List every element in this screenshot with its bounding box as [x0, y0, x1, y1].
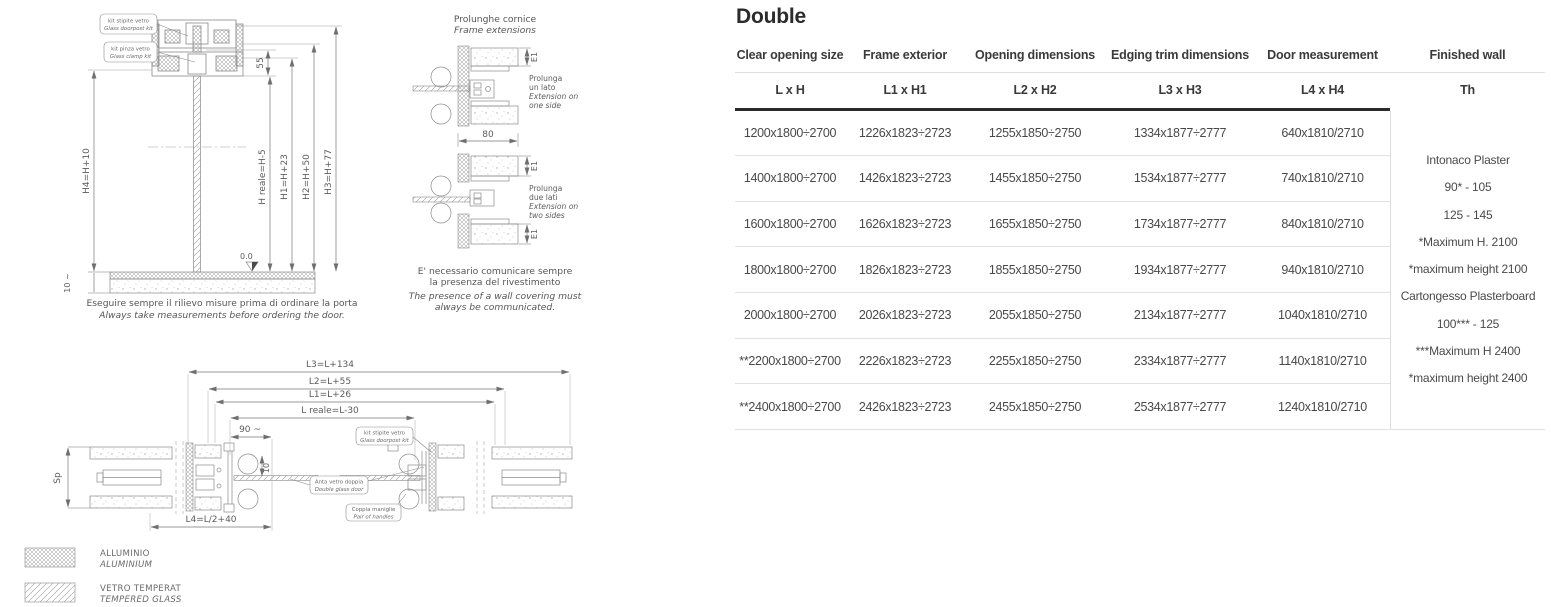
measure-note-en: Always take measurements before ordering the door. [99, 310, 345, 321]
covering-note-en-2: always be communicated. [434, 302, 556, 313]
table-cell: 2226x1823÷2723 [858, 354, 952, 369]
dim-l2: L2=L+55 [308, 377, 352, 387]
dim-l4: L4=L/2+40 [185, 515, 237, 525]
legend [25, 548, 75, 602]
plan-callout-door-en: Double glass door [314, 487, 364, 493]
table-cell: 1934x1877÷2777 [1133, 262, 1227, 277]
finished-wall-line: 125 - 145 [1443, 207, 1493, 222]
table-cell: 1800x1800÷2700 [743, 262, 837, 277]
sub-head-th: Th [1460, 83, 1475, 97]
finished-wall-line: Intonaco Plaster [1426, 152, 1510, 167]
dim-l-reale: L reale=L-30 [301, 406, 359, 416]
sub-head-lxh: L x H [775, 83, 805, 97]
dim-h-reale: H reale=H-5 [258, 149, 268, 205]
col-head-door-measure: Door measurement [1267, 48, 1378, 62]
table-cell: 1400x1800÷2700 [743, 171, 837, 186]
dim-h1: H1=H+23 [280, 154, 290, 200]
dim-e1-c: E1 [530, 228, 539, 240]
level-marker-label: 0.0 [240, 252, 253, 261]
table-cell: 740x1810/2710 [1281, 171, 1364, 186]
measure-note-it: Eseguire sempre il rilievo misure prima di ordinare la porta [86, 298, 358, 309]
plan-callout-handles-en: Pair of handles [353, 514, 394, 521]
table-row [735, 247, 1390, 293]
dim-l3: L3=L+134 [305, 360, 355, 370]
dimension-table [735, 0, 1547, 607]
table-row [735, 339, 1390, 385]
finished-wall-cell [1390, 111, 1545, 431]
table-row [735, 111, 1390, 157]
covering-note-en-1: The presence of a wall covering must [408, 291, 582, 302]
legend-aluminium-it: ALLUMINIO [100, 549, 150, 559]
table-cell: 1655x1850÷2750 [988, 217, 1082, 232]
callout-clamp-it: kit pinza vetro [111, 46, 150, 53]
table-cell: 2334x1877÷2777 [1133, 354, 1227, 369]
finished-wall-line: *Maximum H. 2100 [1418, 234, 1518, 249]
table-cell: 1455x1850÷2750 [988, 171, 1082, 186]
legend-glass-en: TEMPERED GLASS [100, 595, 182, 605]
dim-sp: Sp [53, 472, 63, 484]
plan-callout-doorpost-en: Glass doorpost kit [360, 438, 409, 444]
extensions-title-it: Prolunghe cornice [453, 14, 537, 25]
table-cell: 1255x1850÷2750 [988, 125, 1082, 140]
table-cell: 1600x1800÷2700 [743, 217, 837, 232]
col-head-clear-opening: Clear opening size [736, 48, 844, 62]
col-head-opening-dims: Opening dimensions [974, 48, 1096, 62]
table-cell: 2455x1850÷2750 [988, 399, 1082, 414]
dim-h3: H3=H+77 [324, 149, 334, 195]
table-cell: 940x1810/2710 [1281, 262, 1364, 277]
frame-extensions-drawing [413, 46, 531, 248]
dim-e1-a: E1 [530, 51, 539, 63]
table-row [735, 293, 1390, 339]
two-sides-it-1: Prolunga [529, 184, 563, 193]
two-sides-it-2: due lati [529, 193, 558, 202]
table-row [735, 156, 1390, 202]
dim-10-plan: 10 [262, 462, 271, 474]
sub-head-l4xh4: L4 x H4 [1300, 83, 1345, 97]
sub-head-l1xh1: L1 x H1 [883, 83, 927, 97]
header-divider [735, 72, 1545, 73]
table-cell: 1040x1810/2710 [1278, 308, 1367, 323]
finished-wall-line: 90* - 105 [1444, 180, 1492, 195]
table-cell: 2255x1850÷2750 [988, 354, 1082, 369]
dim-55: 55 [256, 57, 266, 69]
finished-wall-line: *maximum height 2400 [1408, 371, 1528, 386]
table-cell: 640x1810/2710 [1281, 125, 1364, 140]
table-cell: 1240x1810/2710 [1278, 399, 1367, 414]
table-row [735, 202, 1390, 248]
one-side-en-1: Extension on [529, 92, 579, 101]
dim-h4: H4=H+10 [82, 148, 92, 194]
col-head-finished-wall: Finished wall [1429, 48, 1506, 62]
plan-callout-door-it: Anta vetro doppia [314, 479, 364, 486]
dim-90: 90 ~ [239, 425, 261, 435]
dim-h2: H2=H+50 [302, 154, 312, 200]
one-side-en-2: one side [529, 101, 562, 110]
table-cell: 2534x1877÷2777 [1133, 399, 1227, 414]
table-cell: 1334x1877÷2777 [1133, 125, 1227, 140]
table-cell: **2200x1800÷2700 [739, 354, 841, 369]
finished-wall-line: ***Maximum H 2400 [1415, 343, 1521, 358]
plan-callout-handles-it: Coppia maniglie [351, 507, 396, 513]
extensions-title-en: Frame extensions [454, 25, 536, 36]
two-sides-en-1: Extension on [529, 202, 579, 211]
table-row [735, 384, 1390, 430]
table-cell: 2055x1850÷2750 [988, 308, 1082, 323]
finished-wall-line: *maximum height 2100 [1408, 262, 1528, 277]
table-cell: 840x1810/2710 [1281, 217, 1364, 232]
sub-head-l3xh3: L3 x H3 [1158, 83, 1202, 97]
col-head-frame-exterior: Frame exterior [862, 48, 948, 62]
table-cell: 1626x1823÷2723 [858, 217, 952, 232]
table-body [735, 111, 1390, 430]
finished-wall-line: 100*** - 125 [1436, 316, 1500, 331]
table-cell: 1426x1823÷2723 [858, 171, 952, 186]
covering-note-it-2: la presenza del rivestimento [429, 277, 561, 288]
table-cell: 1855x1850÷2750 [988, 262, 1082, 277]
dim-80: 80 [482, 130, 494, 140]
one-side-it-1: Prolunga [529, 74, 563, 83]
dim-e1-b: E1 [530, 160, 539, 172]
table-title: Double [736, 5, 806, 28]
two-sides-en-2: two sides [529, 211, 565, 220]
drawings-svg [0, 0, 730, 607]
legend-aluminium-en: ALUMINIUM [100, 560, 153, 570]
legend-glass-it: VETRO TEMPERAT [100, 584, 182, 594]
subheader-row [735, 83, 1545, 97]
one-side-it-2: un lato [529, 83, 556, 92]
table-cell: 2426x1823÷2723 [858, 399, 952, 414]
plan-callout-doorpost-it: kit stipite vetro [364, 430, 405, 437]
table-cell: 1140x1810/2710 [1278, 354, 1367, 369]
technical-drawings [0, 0, 730, 607]
finished-wall-line: Cartongesso Plasterboard [1400, 289, 1536, 304]
table-cell: 1734x1877÷2777 [1133, 217, 1227, 232]
col-head-edging-trim: Edging trim dimensions [1111, 48, 1249, 62]
callout-doorpost-it: kit stipite vetro [108, 18, 149, 25]
table-cell: 1534x1877÷2777 [1133, 171, 1227, 186]
table-cell: 1826x1823÷2723 [858, 262, 952, 277]
table-cell: 2026x1823÷2723 [858, 308, 952, 323]
table-cell: 1200x1800÷2700 [743, 125, 837, 140]
table-cell: 2000x1800÷2700 [743, 308, 837, 323]
column-header-row [735, 48, 1545, 62]
dim-10-floor: 10 ~ [63, 273, 72, 293]
table-cell: **2400x1800÷2700 [739, 399, 841, 414]
covering-note-it-1: E' necessario comunicare sempre [417, 266, 573, 277]
table-cell: 2134x1877÷2777 [1133, 308, 1227, 323]
dim-l1: L1=L+26 [308, 390, 352, 400]
table-cell: 1226x1823÷2723 [858, 125, 952, 140]
callout-clamp-en: Glass clamp kit [109, 54, 152, 60]
callout-doorpost-en: Glass doorpost kit [104, 26, 153, 32]
sub-head-l2xh2: L2 x H2 [1013, 83, 1057, 97]
